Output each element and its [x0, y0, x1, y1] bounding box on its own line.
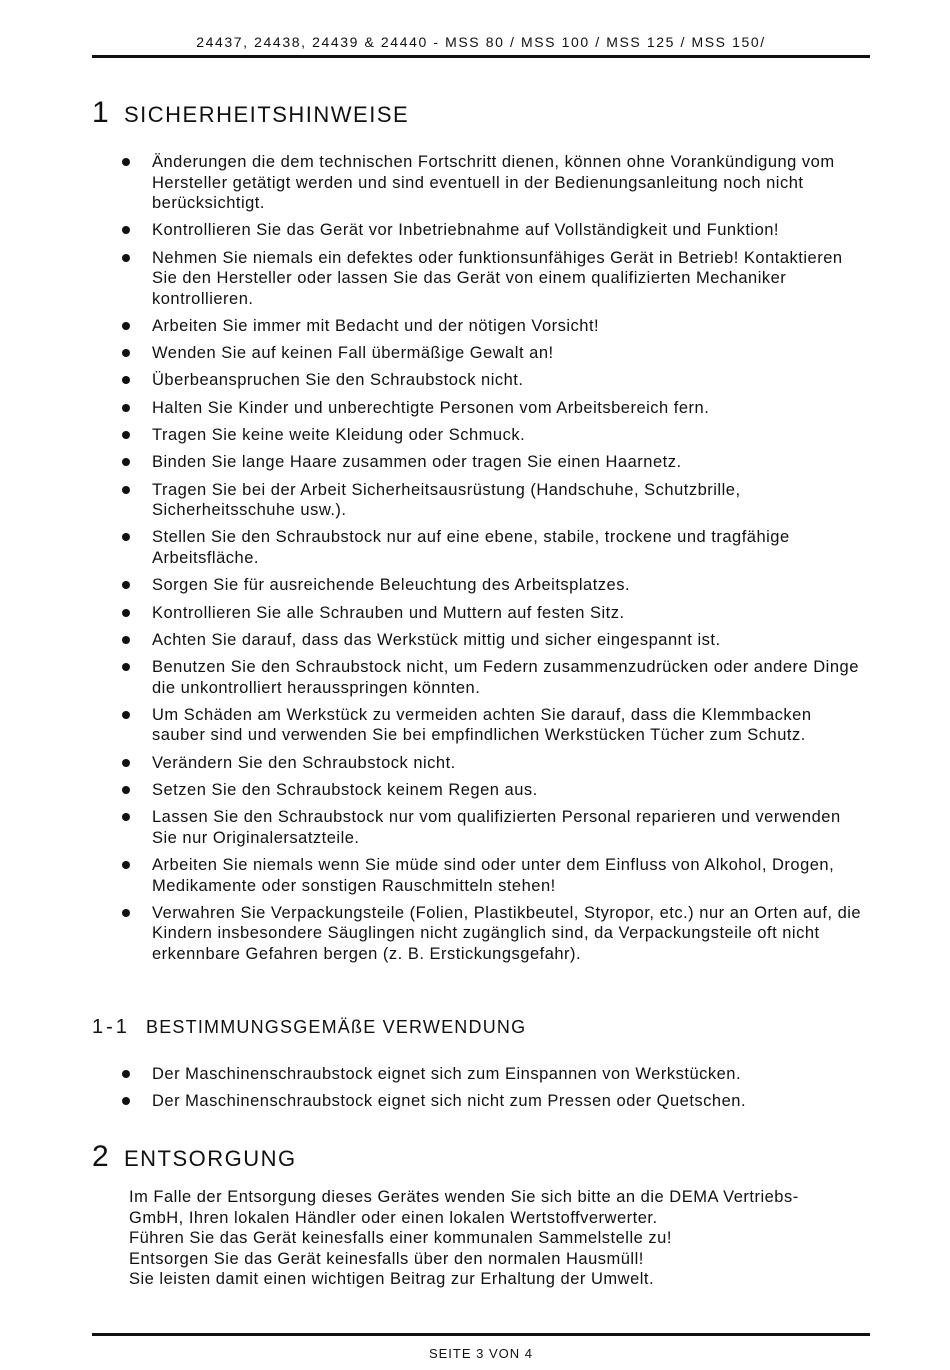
list-item: [120, 657, 870, 698]
section-number: 1: [92, 96, 110, 129]
bullet-icon: [122, 581, 130, 589]
list-item: [120, 343, 870, 364]
list-item: [120, 630, 870, 651]
list-item: [120, 705, 870, 746]
paragraph-line: Im Falle der Entsorgung dieses Gerätes wenden Sie sich bitte an die DEMA Vertriebs-: [129, 1188, 799, 1206]
list-item-text: Um Schäden am Werkstück zu vermeiden achten Sie darauf, dass die Klemmbacken sauber sind und verwenden Sie bei empfindlichen Werkstücken Tücher zum Schutz.: [152, 705, 812, 745]
section-number: 2: [92, 1140, 110, 1173]
paragraph-line: Entsorgen Sie das Gerät keinesfalls über den normalen Hausmüll!: [129, 1249, 644, 1268]
bullet-icon: [122, 1097, 130, 1105]
list-item-text: Verwahren Sie Verpackungsteile (Folien, Plastikbeutel, Styropor, etc.) nur an Orten auf, die Kindern insbesondere Säuglingen nicht zugänglich sind, da Verpackungsteile oft nicht erkennbare Gefahren bergen (z. B. Erstickungsgefahr).: [152, 903, 862, 963]
section-title: BESTIMMUNGSGEMÄßE VERWENDUNG: [146, 1017, 527, 1037]
list-item-text: Änderungen die dem technischen Fortschritt dienen, können ohne Vorankündigung vom Hersteller getätigt werden und sind eventuell in der Bedienungsanleitung noch nicht berücksichtigt.: [152, 153, 835, 212]
list-item-text: Der Maschinenschraubstock eignet sich nicht zum Pressen oder Quetschen.: [152, 1092, 747, 1111]
list-item: [120, 780, 870, 801]
list-item-text: Überbeanspruchen Sie den Schraubstock nicht.: [152, 371, 524, 390]
list-item-text: Tragen Sie bei der Arbeit Sicherheitsausrüstung (Handschuhe, Schutzbrille, Sicherheitsschuhe usw.).: [152, 480, 741, 520]
paragraph-line: GmbH, Ihren lokalen Händler oder einen lokalen Wertstoffverwerter.: [129, 1208, 658, 1227]
list-item: [120, 807, 870, 848]
list-item-text: Der Maschinenschraubstock eignet sich zum Einspannen von Werkstücken.: [152, 1065, 742, 1083]
paragraph-line: Führen Sie das Gerät keinesfalls einer kommunalen Sammelstelle zu!: [129, 1229, 672, 1247]
bullet-icon: [122, 813, 130, 821]
list-item-text: Halten Sie Kinder und unberechtigte Personen vom Arbeitsbereich fern.: [152, 398, 710, 417]
list-item: [120, 480, 870, 521]
list-item: [120, 220, 870, 241]
list-item: [120, 753, 870, 774]
paragraph-line: Sie leisten damit einen wichtigen Beitrag zur Erhaltung der Umwelt.: [129, 1270, 655, 1288]
list-item-text: Arbeiten Sie immer mit Bedacht und der nötigen Vorsicht!: [152, 316, 600, 335]
bullet-icon: [122, 909, 130, 917]
list-item-text: Tragen Sie keine weite Kleidung oder Schmuck.: [152, 426, 526, 445]
list-item: [120, 316, 870, 337]
bullet-icon: [122, 376, 130, 384]
section-1-heading: [92, 96, 409, 130]
safety-notes-list: [120, 152, 870, 971]
list-item: [120, 603, 870, 624]
bullet-icon: [122, 158, 130, 166]
list-item: [120, 152, 870, 214]
list-item: [120, 575, 870, 596]
bullet-icon: [122, 533, 130, 541]
bullet-icon: [122, 349, 130, 357]
list-item-text: Lassen Sie den Schraubstock nur vom qualifizierten Personal reparieren und verwenden Sie nur Originalersatzteile.: [152, 808, 841, 847]
list-item: [120, 903, 870, 965]
bullet-icon: [122, 404, 130, 412]
section-number: 1-1: [92, 1016, 130, 1038]
intended-use-list: [120, 1064, 870, 1119]
list-item: [120, 1064, 870, 1085]
bullet-icon: [122, 322, 130, 330]
bullet-icon: [122, 609, 130, 617]
footer-rule: [92, 1333, 870, 1336]
bullet-icon: [122, 458, 130, 466]
list-item: [120, 248, 870, 310]
bullet-icon: [122, 226, 130, 234]
list-item-text: Setzen Sie den Schraubstock keinem Regen aus.: [152, 781, 538, 800]
list-item-text: Arbeiten Sie niemals wenn Sie müde sind oder unter dem Einfluss von Alkohol, Drogen, Medikamente oder sonstigen Rauschmitteln stehen!: [152, 856, 835, 895]
section-title: ENTSORGUNG: [124, 1146, 297, 1171]
list-item-text: Stellen Sie den Schraubstock nur auf eine ebene, stabile, trockene und tragfähige Arbeitsfläche.: [152, 528, 790, 567]
page-header: 24437, 24438, 24439 & 24440 - MSS 80 / MSS 100 / MSS 125 / MSS 150/: [196, 34, 766, 50]
bullet-icon: [122, 861, 130, 869]
list-item: [120, 855, 870, 896]
bullet-icon: [122, 663, 130, 671]
bullet-icon: [122, 254, 130, 262]
list-item: [120, 1091, 870, 1112]
bullet-icon: [122, 711, 130, 719]
list-item: [120, 527, 870, 568]
bullet-icon: [122, 486, 130, 494]
list-item-text: Benutzen Sie den Schraubstock nicht, um Federn zusammenzudrücken oder andere Dinge die unkontrolliert herausspringen könnten.: [152, 658, 859, 697]
bullet-icon: [122, 431, 130, 439]
list-item-text: Achten Sie darauf, dass das Werkstück mittig und sicher eingespannt ist.: [152, 630, 721, 649]
bullet-icon: [122, 636, 130, 644]
list-item-text: Verändern Sie den Schraubstock nicht.: [152, 753, 456, 772]
section-1-1-heading: [92, 1016, 526, 1039]
list-item: [120, 398, 870, 419]
disposal-paragraph: [129, 1187, 869, 1290]
bullet-icon: [122, 1070, 130, 1078]
list-item: [120, 425, 870, 446]
list-item-text: Kontrollieren Sie das Gerät vor Inbetriebnahme auf Vollständigkeit und Funktion!: [152, 221, 780, 240]
header-rule: [92, 55, 870, 58]
list-item: [120, 370, 870, 391]
list-item-text: Nehmen Sie niemals ein defektes oder funktionsunfähiges Gerät in Betrieb! Kontaktieren Sie den Hersteller oder lassen Sie das Gerät von einem qualifizierten Mechaniker kontrollieren.: [152, 248, 843, 308]
bullet-icon: [122, 759, 130, 767]
list-item-text: Binden Sie lange Haare zusammen oder tragen Sie einen Haarnetz.: [152, 453, 682, 472]
section-2-heading: [92, 1140, 297, 1174]
page-number: SEITE 3 VON 4: [428, 1346, 534, 1361]
list-item-text: Wenden Sie auf keinen Fall übermäßige Gewalt an!: [152, 344, 554, 363]
list-item-text: Sorgen Sie für ausreichende Beleuchtung des Arbeitsplatzes.: [152, 576, 631, 595]
list-item-text: Kontrollieren Sie alle Schrauben und Muttern auf festen Sitz.: [152, 603, 625, 622]
list-item: [120, 452, 870, 473]
bullet-icon: [122, 786, 130, 794]
section-title: SICHERHEITSHINWEISE: [124, 102, 410, 127]
